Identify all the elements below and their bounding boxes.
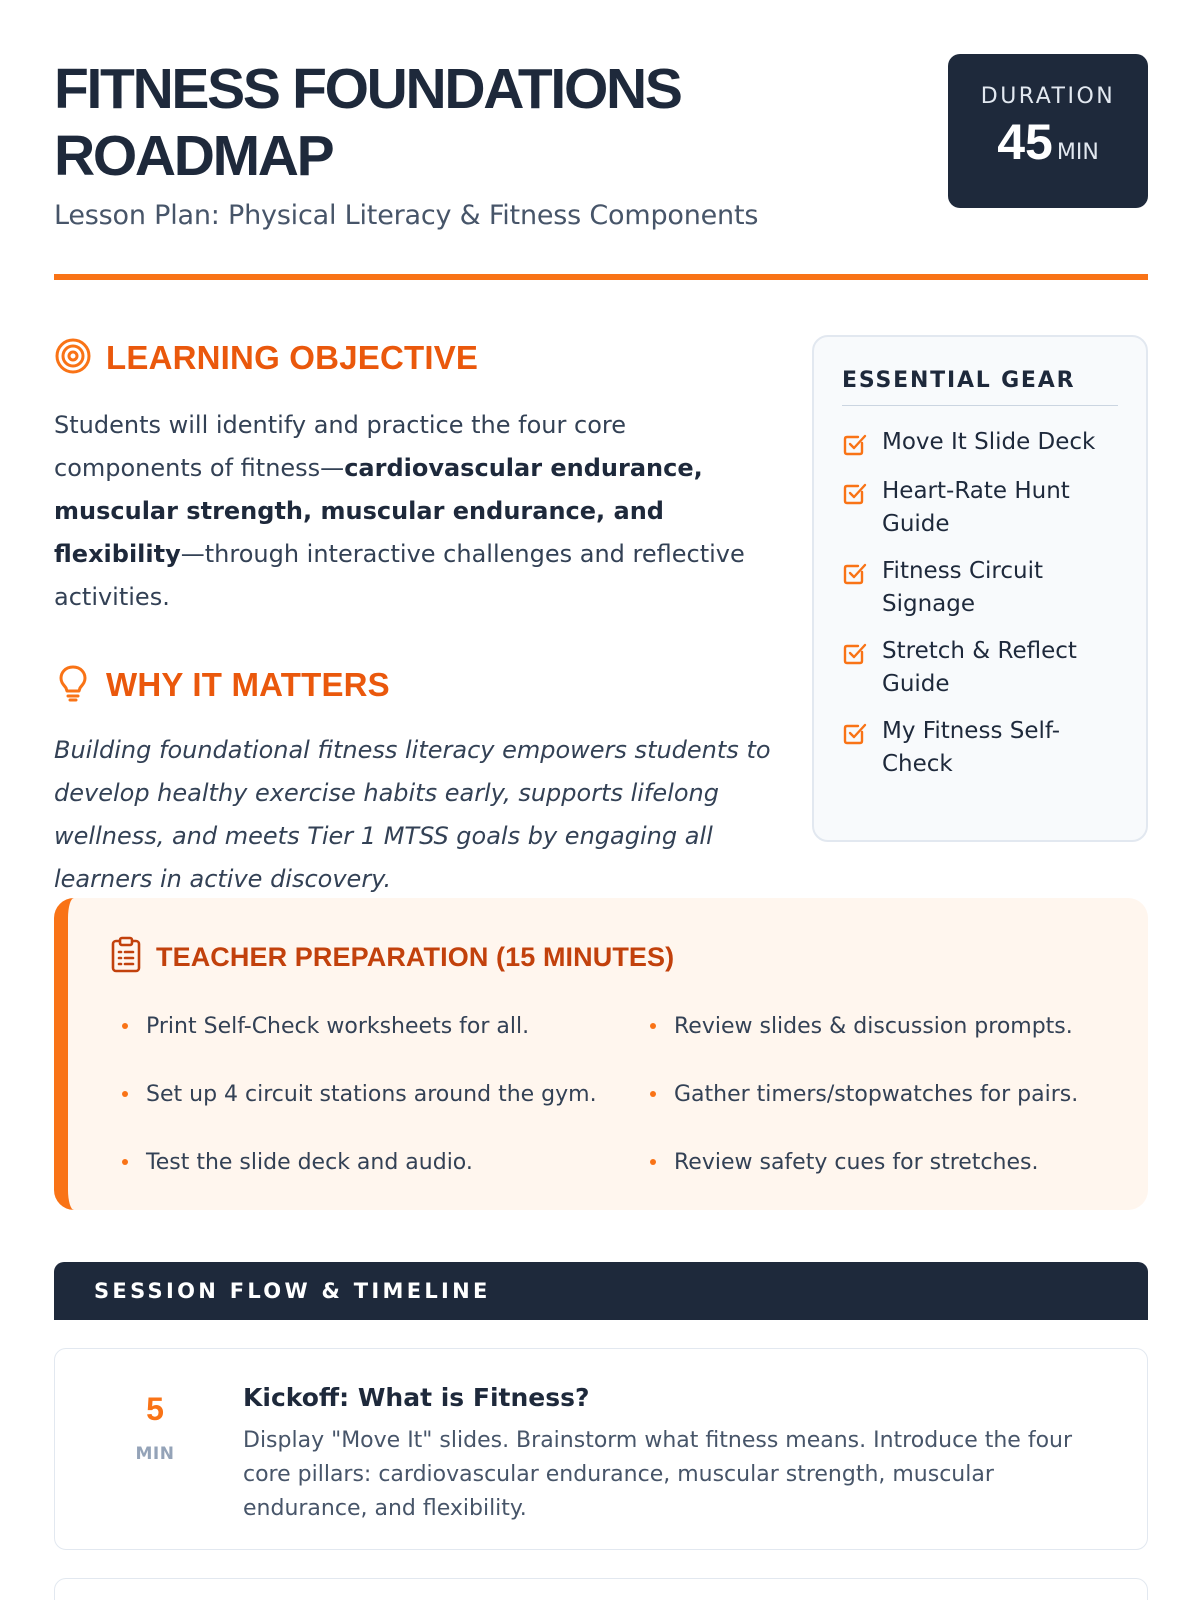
page-subtitle: Lesson Plan: Physical Literacy & Fitness Components xyxy=(54,200,759,231)
gear-item-label: My Fitness Self-Check xyxy=(882,718,1061,777)
why-title: WHY IT MATTERS xyxy=(106,666,390,703)
objective-heading xyxy=(54,332,774,384)
prep-item xyxy=(110,1134,638,1190)
step-body xyxy=(243,1383,1093,1526)
gear-item xyxy=(842,635,1118,701)
bullet-icon xyxy=(122,1159,128,1165)
prep-list xyxy=(110,998,1148,1190)
checkbox-icon xyxy=(842,640,868,670)
duration-unit: MIN xyxy=(1056,140,1099,165)
objective-text-bold: cardiovascular endurance, muscular strength, muscular endurance, and flexibility xyxy=(54,454,703,568)
checkbox-icon xyxy=(842,560,868,590)
step-minutes: 5 xyxy=(146,1391,164,1427)
prep-item xyxy=(110,1066,638,1122)
gear-item-label: Fitness Circuit Signage xyxy=(882,558,1043,617)
prep-item-label: Set up 4 circuit stations around the gym. xyxy=(146,1081,597,1107)
gear-item xyxy=(842,555,1118,621)
gear-item xyxy=(842,475,1118,541)
timeline-step-next xyxy=(54,1578,1148,1600)
prep-item xyxy=(638,998,1138,1054)
why-heading xyxy=(54,659,774,711)
prep-item-label: Gather timers/stopwatches for pairs. xyxy=(674,1081,1079,1107)
session-flow-header: SESSION FLOW & TIMELINE xyxy=(54,1262,1148,1320)
gear-title: ESSENTIAL GEAR xyxy=(842,368,1118,406)
timeline-step xyxy=(54,1348,1148,1550)
objective-title: LEARNING OBJECTIVE xyxy=(106,339,479,376)
objective-column xyxy=(54,332,774,901)
objective-text-start: Students will identify and practice the four core components of fitness— xyxy=(54,411,626,482)
prep-item xyxy=(638,1066,1138,1122)
prep-item xyxy=(638,1134,1138,1190)
prep-heading xyxy=(110,936,1148,978)
duration-value xyxy=(948,113,1148,171)
prep-item-label: Print Self-Check worksheets for all. xyxy=(146,1013,530,1039)
duration-badge xyxy=(948,54,1148,208)
checkbox-icon xyxy=(842,720,868,750)
prep-title: TEACHER PREPARATION (15 MINUTES) xyxy=(156,941,675,972)
prep-item-label: Review safety cues for stretches. xyxy=(674,1149,1039,1175)
header-divider xyxy=(54,274,1148,280)
essential-gear-panel xyxy=(812,335,1148,842)
bullet-icon xyxy=(650,1159,656,1165)
objective-text xyxy=(54,404,774,619)
gear-item xyxy=(842,426,1118,461)
why-text: Building foundational fitness literacy empowers students to develop healthy exercise habits early, supports lifelong wellness, and meets Tier 1 MTSS goals by engaging all learners in active discovery. xyxy=(54,736,771,893)
prep-item-label: Review slides & discussion prompts. xyxy=(674,1013,1073,1039)
bullet-icon xyxy=(650,1023,656,1029)
step-title: Kickoff: What is Fitness? xyxy=(243,1383,590,1412)
duration-label: DURATION xyxy=(980,84,1116,109)
lightbulb-icon xyxy=(54,663,92,707)
clipboard-icon xyxy=(110,936,142,978)
bullet-icon xyxy=(650,1091,656,1097)
step-unit: MIN xyxy=(135,1444,175,1464)
bullet-icon xyxy=(122,1091,128,1097)
prep-item-label: Test the slide deck and audio. xyxy=(146,1149,473,1175)
prep-item xyxy=(110,998,638,1054)
checkbox-icon xyxy=(842,480,868,510)
lesson-header xyxy=(54,56,1148,231)
step-description: Display "Move It" slides. Brainstorm what fitness means. Introduce the four core pillars: cardiovascular endurance, muscular strength, muscular endurance, and flexibility. xyxy=(243,1428,1073,1521)
duration-number: 45 xyxy=(997,114,1053,170)
teacher-prep-panel xyxy=(54,898,1148,1210)
gear-item-label: Stretch & Reflect Guide xyxy=(882,638,1077,697)
step-duration xyxy=(115,1391,195,1464)
bullet-icon xyxy=(122,1023,128,1029)
gear-item-label: Heart-Rate Hunt Guide xyxy=(882,478,1070,537)
objective-text-end: —through interactive challenges and reflective activities. xyxy=(54,540,745,611)
page-title: FITNESS FOUNDATIONS ROADMAP xyxy=(54,57,681,188)
gear-item xyxy=(842,715,1118,781)
target-icon xyxy=(54,337,92,379)
gear-list xyxy=(842,426,1118,781)
checkbox-icon xyxy=(842,431,868,461)
gear-item-label: Move It Slide Deck xyxy=(882,429,1096,455)
